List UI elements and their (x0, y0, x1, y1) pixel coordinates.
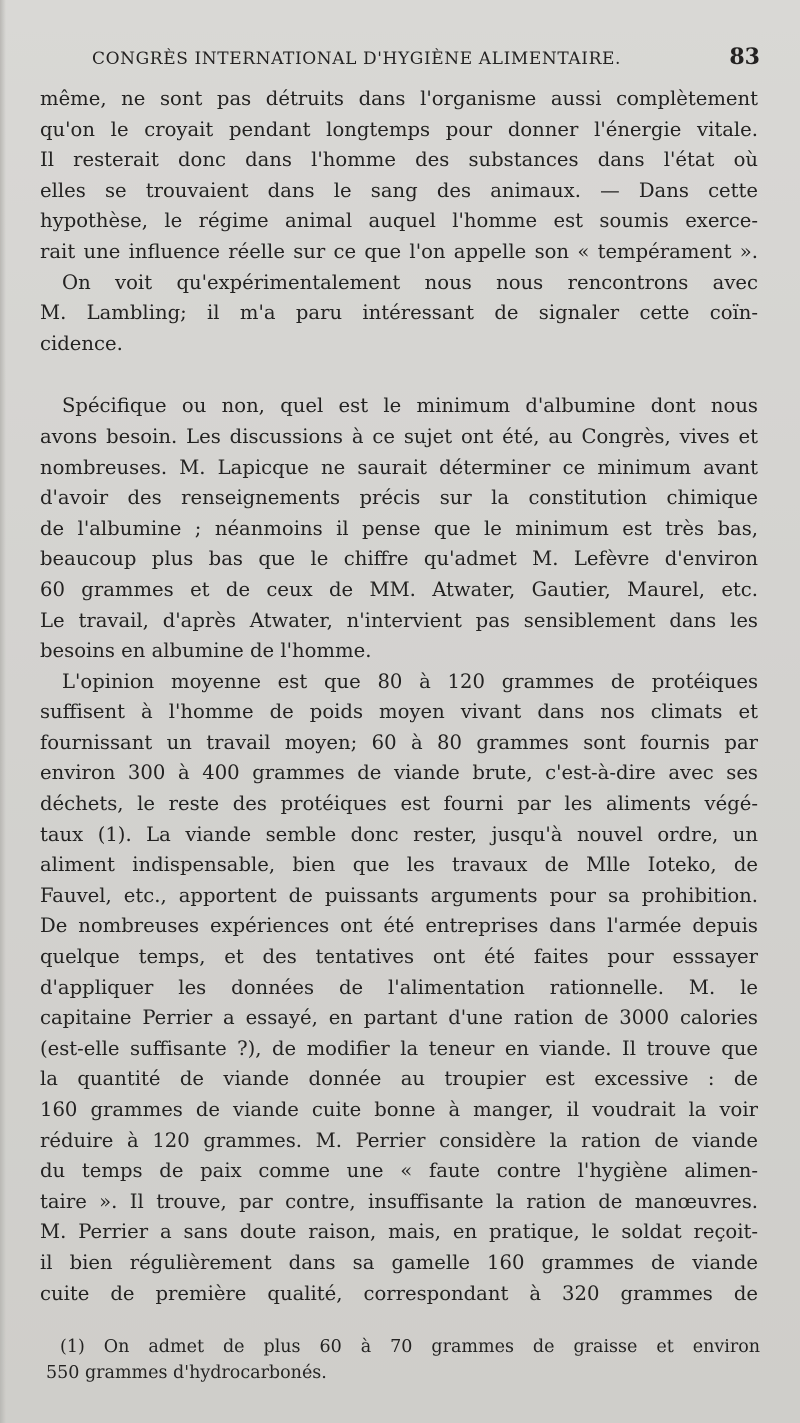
text-line: suffisent à l'homme de poids moyen vivant dans nos climats et (40, 700, 758, 724)
text-line: On voit qu'expérimentalement nous nous rencontrons avec (62, 270, 758, 294)
footnote (46, 1334, 760, 1386)
text-line: taire ». Il trouve, par contre, insuffisante la ration de manœuvres. (40, 1189, 758, 1213)
text-line: du temps de paix comme une « faute contre l'hygiène alimen- (40, 1159, 758, 1183)
text-line: aliment indispensable, bien que les travaux de Mlle Ioteko, de (40, 853, 758, 877)
text-line: il bien régulièrement dans sa gamelle 160 grammes de viande (40, 1250, 758, 1274)
text-line: nombreuses. M. Lapicque ne saurait déterminer ce minimum avant (40, 455, 758, 479)
text-line: besoins en albumine de l'homme. (40, 639, 372, 663)
text-line: beaucoup plus bas que le chiffre qu'admet M. Lefèvre d'environ (40, 547, 758, 571)
text-line: quelque temps, et des tentatives ont été faites pour esssayer (40, 945, 758, 969)
text-line: cidence. (40, 331, 123, 355)
body-text (40, 84, 758, 1309)
text-line: avons besoin. Les discussions à ce sujet ont été, au Congrès, vives et (40, 424, 758, 448)
text-line: 160 grammes de viande cuite bonne à manger, il voudrait la voir (40, 1098, 758, 1121)
text-line: elles se trouvaient dans le sang des animaux. — Dans cette (40, 178, 758, 202)
text-line: (est-elle suffisante ?), de modifier la teneur en viande. Il trouve que (40, 1036, 758, 1060)
text-line: capitaine Perrier a essayé, en partant d'une ration de 3000 calories (40, 1006, 758, 1030)
text-line: hypothèse, le régime animal auquel l'homme est soumis exerce- (40, 209, 758, 233)
text-line: 60 grammes et de ceux de MM. Atwater, Gautier, Maurel, etc. (40, 577, 758, 601)
footnote-line: 550 grammes d'hydrocarbonés. (46, 1363, 327, 1383)
text-line: L'opinion moyenne est que 80 à 120 grammes de protéiques (62, 669, 758, 693)
text-line: M. Perrier a sans doute raison, mais, en pratique, le soldat reçoit- (40, 1220, 758, 1244)
text-line: même, ne sont pas détruits dans l'organisme aussi complètement (40, 87, 758, 110)
text-line: Le travail, d'après Atwater, n'intervient pas sensiblement dans les (40, 608, 758, 632)
text-line: cuite de première qualité, correspondant à 320 grammes de (40, 1281, 758, 1305)
text-line: environ 300 à 400 grammes de viande brute, c'est-à-dire avec ses (40, 761, 758, 785)
text-line: fournissant un travail moyen; 60 à 80 grammes sont fournis par (40, 730, 758, 754)
text-line: Fauvel, etc., apportent de puissants arguments pour sa prohibition. (40, 883, 758, 907)
footnote-line: (1) On admet de plus 60 à 70 grammes de graisse et environ (60, 1337, 760, 1357)
text-line: de l'albumine ; néanmoins il pense que le minimum est très bas, (40, 516, 758, 540)
text-line: rait une influence réelle sur ce que l'on appelle son « tempérament ». (40, 239, 758, 263)
text-line: d'avoir des renseignements précis sur la constitution chimique (40, 486, 758, 510)
text-line: taux (1). La viande semble donc rester, jusqu'à nouvel ordre, un (40, 822, 758, 846)
text-line: qu'on le croyait pendant longtemps pour donner l'énergie vitale. (40, 117, 758, 141)
page-number: 83 (729, 44, 760, 70)
text-line: Il resterait donc dans l'homme des substances dans l'état où (40, 148, 758, 172)
text-line: réduire à 120 grammes. M. Perrier considère la ration de viande (40, 1128, 758, 1152)
text-line: la quantité de viande donnée au troupier est excessive : de (40, 1067, 758, 1091)
running-title: CONGRÈS INTERNATIONAL D'HYGIÈNE ALIMENTAIRE. (92, 49, 621, 69)
text-line: déchets, le reste des protéiques est fourni par les aliments végé- (40, 792, 758, 816)
text-line: Spécifique ou non, quel est le minimum d'albumine dont nous (62, 394, 758, 418)
text-line: De nombreuses expériences ont été entreprises dans l'armée depuis (40, 914, 758, 938)
paragraph-gap (40, 359, 758, 391)
page-header (92, 44, 760, 76)
text-line: d'appliquer les données de l'alimentation rationnelle. M. le (40, 975, 758, 999)
text-line: M. Lambling; il m'a paru intéressant de signaler cette coïn- (40, 301, 758, 325)
